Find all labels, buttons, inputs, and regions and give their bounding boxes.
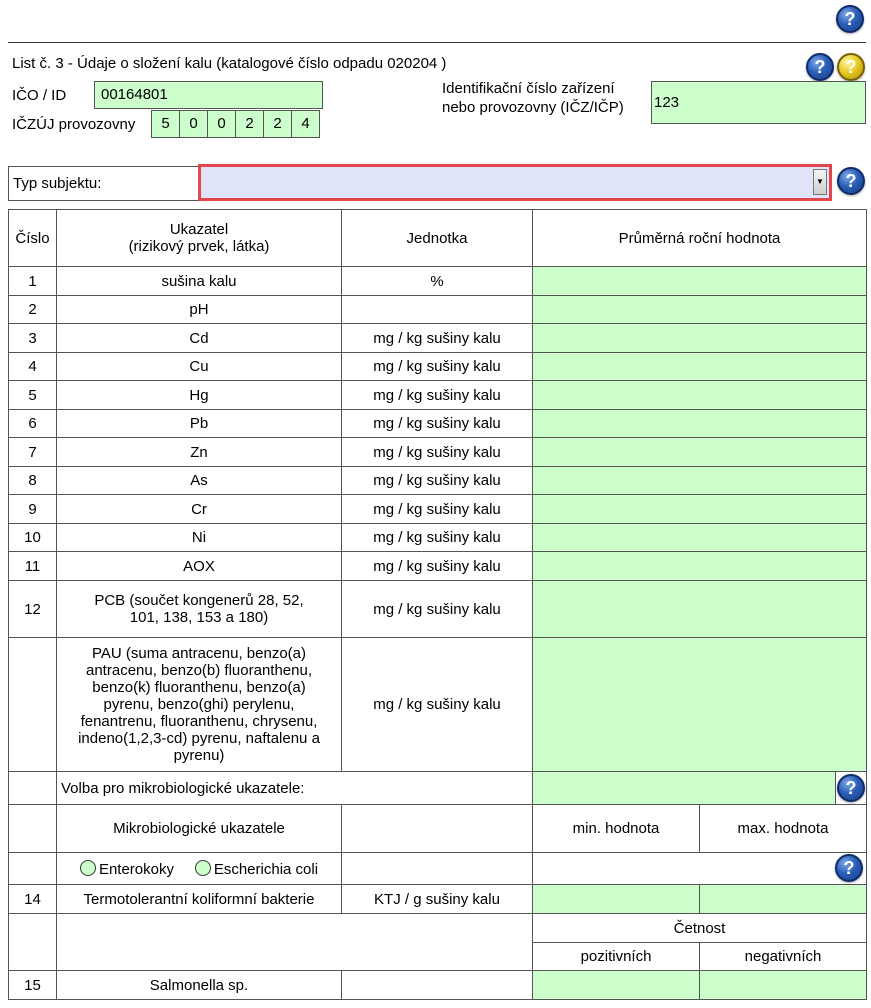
icz-label-line: Identifikační číslo zařízení	[442, 80, 615, 97]
row-indicator: Cr	[57, 495, 342, 524]
row-indicator	[57, 638, 342, 772]
row-unit	[342, 971, 533, 1000]
iczuj-digit[interactable]: 0	[207, 110, 236, 138]
table-row	[9, 353, 867, 381]
row-indicator: Salmonella sp.	[57, 971, 342, 1000]
row-num: 9	[9, 495, 57, 524]
table-row	[9, 885, 867, 914]
table-row	[9, 552, 867, 581]
row-indicator: pH	[57, 296, 342, 324]
micro-choice-row	[9, 772, 867, 805]
chevron-down-icon[interactable]: ▼	[813, 169, 827, 195]
table-row	[9, 410, 867, 438]
help-icon[interactable]: ?	[836, 5, 864, 33]
radio-enterokoky[interactable]	[80, 860, 96, 876]
row-num: 7	[9, 438, 57, 467]
table-row	[9, 296, 867, 324]
pau-line: pyrenu, benzo(ghi) perylenu,	[103, 696, 295, 713]
row-unit	[342, 853, 533, 885]
negative-count-input[interactable]	[700, 971, 867, 1000]
row-num: 10	[9, 524, 57, 552]
value-input[interactable]	[533, 381, 867, 410]
icz-field[interactable]: 123	[651, 81, 866, 124]
pcb-line: 101, 138, 153 a 180)	[129, 609, 269, 626]
pau-line: pyrenu)	[173, 747, 225, 764]
row-unit: mg / kg sušiny kalu	[342, 438, 533, 467]
header-indicator-line: (rizikový prvek, látka)	[128, 238, 270, 255]
row-indicator: sušina kalu	[57, 267, 342, 296]
iczuj-digits[interactable]	[152, 110, 320, 138]
iczuj-digit[interactable]: 0	[179, 110, 208, 138]
row-num: 1	[9, 267, 57, 296]
row-unit: mg / kg sušiny kalu	[342, 524, 533, 552]
micro-header-label: Mikrobiologické ukazatele	[57, 805, 342, 853]
micro-options-blank	[533, 853, 867, 885]
value-input[interactable]	[533, 296, 867, 324]
positive-count-input[interactable]	[533, 971, 700, 1000]
table-row	[9, 495, 867, 524]
max-header: max. hodnota	[700, 805, 867, 853]
pau-line: antracenu, benzo(b) fluoranthenu,	[86, 662, 312, 679]
pcb-line: PCB (součet kongenerů 28, 52,	[94, 592, 304, 609]
row-num	[9, 638, 57, 772]
row-indicator: Cd	[57, 324, 342, 353]
micro-choice-label: Volba pro mikrobiologické ukazatele:	[57, 772, 533, 805]
header-divider	[8, 42, 866, 43]
row-unit: mg / kg sušiny kalu	[342, 467, 533, 495]
ico-field[interactable]: 00164801	[94, 81, 323, 109]
table-row	[9, 971, 867, 1000]
row-unit: mg / kg sušiny kalu	[342, 581, 533, 638]
table-row	[9, 438, 867, 467]
radio-label: Enterokoky	[98, 860, 174, 878]
micro-options	[57, 853, 342, 885]
row-indicator: Termotolerantní koliformní bakterie	[57, 885, 342, 914]
help-cell	[835, 772, 866, 804]
frequency-negative: negativních	[700, 943, 867, 971]
iczuj-label: IČZÚJ provozovny	[12, 116, 136, 133]
help-icon[interactable]: ?	[806, 53, 834, 81]
row-unit: %	[342, 267, 533, 296]
composition-table	[8, 209, 867, 1000]
row-indicator: Ni	[57, 524, 342, 552]
header-indicator	[57, 210, 342, 267]
pau-line: fenantrenu, fluoranthenu, chrysenu,	[80, 713, 318, 730]
help-icon[interactable]: ?	[835, 854, 863, 882]
value-input[interactable]	[533, 552, 867, 581]
pau-line: PAU (suma antracenu, benzo(a)	[92, 645, 306, 662]
table-row	[9, 381, 867, 410]
row-unit: mg / kg sušiny kalu	[342, 324, 533, 353]
table-row	[9, 467, 867, 495]
table-row	[9, 524, 867, 552]
row-num: 4	[9, 353, 57, 381]
pau-line: benzo(k) fluoranthenu, benzo(a)	[92, 679, 306, 696]
hint-icon[interactable]: ?	[837, 53, 865, 81]
row-num	[9, 772, 57, 805]
frequency-header-row	[9, 914, 867, 943]
value-input[interactable]	[533, 638, 867, 772]
row-indicator	[57, 581, 342, 638]
row-num	[9, 805, 57, 853]
row-unit	[342, 805, 533, 853]
value-input[interactable]	[533, 324, 867, 353]
value-input[interactable]	[533, 524, 867, 552]
row-unit: mg / kg sušiny kalu	[342, 638, 533, 772]
header-indicator-line: Ukazatel	[169, 221, 229, 238]
micro-options-row	[9, 853, 867, 885]
help-icon[interactable]: ?	[837, 167, 865, 195]
header-value: Průměrná roční hodnota	[533, 210, 867, 267]
row-num: 2	[9, 296, 57, 324]
subject-type-select[interactable]	[198, 164, 832, 201]
header-unit: Jednotka	[342, 210, 533, 267]
radio-label: Escherichia coli	[213, 860, 319, 878]
radio-escherichia-coli[interactable]	[195, 860, 211, 876]
pau-line: indeno(1,2,3-cd) pyrenu, naftalenu a	[78, 730, 320, 747]
value-input[interactable]	[533, 495, 867, 524]
micro-choice-select[interactable]	[533, 772, 867, 805]
row-indicator: Cu	[57, 353, 342, 381]
row-num: 5	[9, 381, 57, 410]
table-row	[9, 324, 867, 353]
row-num: 14	[9, 885, 57, 914]
table-row	[9, 638, 867, 772]
iczuj-digit[interactable]: 4	[291, 110, 320, 138]
row-indicator: As	[57, 467, 342, 495]
row-indicator: Pb	[57, 410, 342, 438]
row-num: 3	[9, 324, 57, 353]
page-title: List č. 3 - Údaje o složení kalu (katalogové číslo odpadu 020204 )	[12, 55, 447, 72]
icz-label-line: nebo provozovny (IČZ/IČP)	[442, 99, 624, 116]
subject-label: Typ subjektu:	[8, 166, 199, 201]
iczuj-digit[interactable]: 2	[263, 110, 292, 138]
min-header: min. hodnota	[533, 805, 700, 853]
row-num: 8	[9, 467, 57, 495]
micro-header-row	[9, 805, 867, 853]
table-header-row	[9, 210, 867, 267]
value-input[interactable]	[533, 267, 867, 296]
help-icon[interactable]: ?	[837, 774, 865, 802]
row-num	[9, 853, 57, 885]
row-indicator: Zn	[57, 438, 342, 467]
iczuj-digit[interactable]: 2	[235, 110, 264, 138]
row-unit: mg / kg sušiny kalu	[342, 410, 533, 438]
value-input[interactable]	[533, 581, 867, 638]
table-row	[9, 267, 867, 296]
row-unit: mg / kg sušiny kalu	[342, 353, 533, 381]
icz-label	[442, 79, 624, 117]
value-input[interactable]	[533, 353, 867, 381]
blank-cell	[57, 914, 533, 971]
header-num: Číslo	[9, 210, 57, 267]
iczuj-digit[interactable]: 5	[151, 110, 180, 138]
row-num: 15	[9, 971, 57, 1000]
row-num	[9, 914, 57, 971]
ico-label: IČO / ID	[12, 87, 67, 104]
row-unit: KTJ / g sušiny kalu	[342, 885, 533, 914]
row-indicator: Hg	[57, 381, 342, 410]
row-unit	[342, 296, 533, 324]
value-input[interactable]	[533, 438, 867, 467]
row-indicator: AOX	[57, 552, 342, 581]
row-unit: mg / kg sušiny kalu	[342, 381, 533, 410]
row-num: 6	[9, 410, 57, 438]
table-row	[9, 581, 867, 638]
frequency-label: Četnost	[533, 914, 867, 943]
max-value-input[interactable]	[700, 885, 867, 914]
min-value-input[interactable]	[533, 885, 700, 914]
row-unit: mg / kg sušiny kalu	[342, 552, 533, 581]
value-input[interactable]	[533, 467, 867, 495]
row-num: 12	[9, 581, 57, 638]
frequency-positive: pozitivních	[533, 943, 700, 971]
value-input[interactable]	[533, 410, 867, 438]
row-num: 11	[9, 552, 57, 581]
row-unit: mg / kg sušiny kalu	[342, 495, 533, 524]
